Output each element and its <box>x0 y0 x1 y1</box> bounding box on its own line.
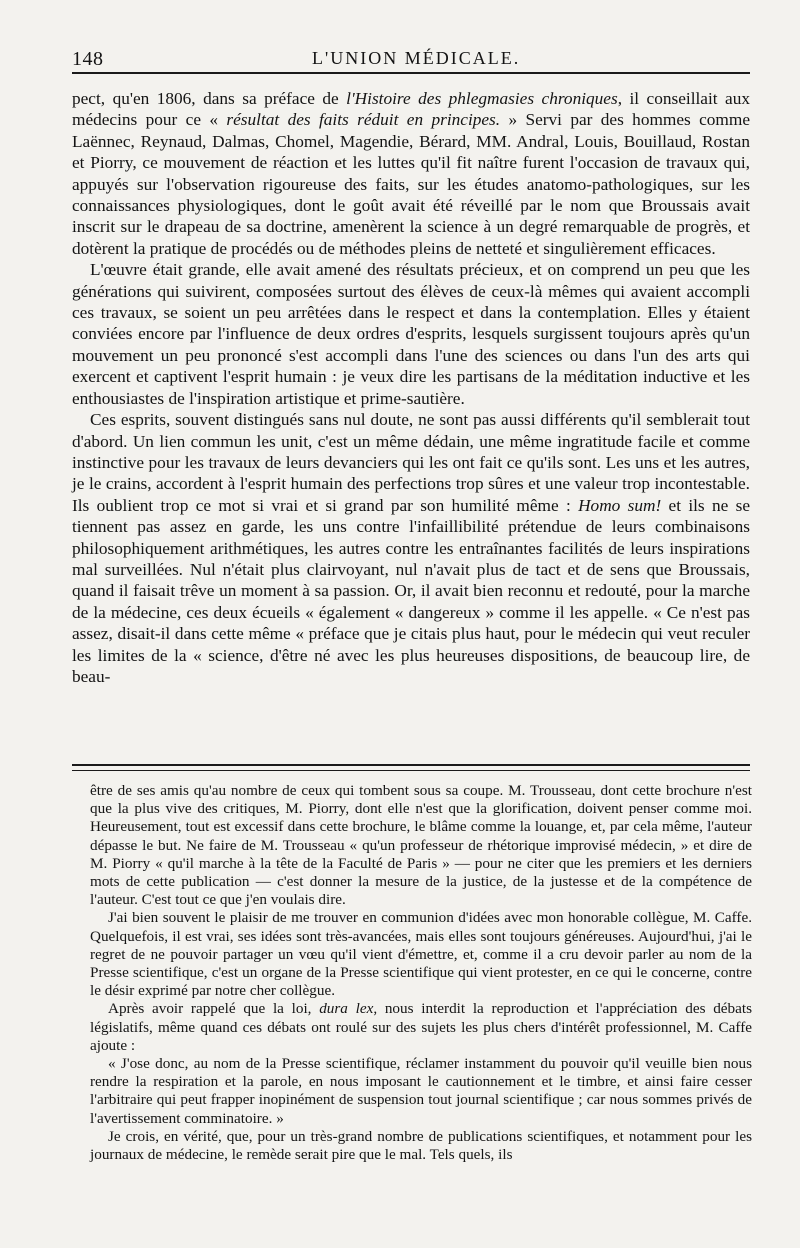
text-run: , nous interdit la reproduction et l'appréciation des débats législatifs, même quand ces débats ont roulé sur des sujets les plus chers d'intérêt professionnel, M. Caffe ajoute : <box>90 1000 752 1054</box>
running-head: L'UNION MÉDICALE. <box>312 48 521 68</box>
footnote-rule-thick <box>72 764 750 766</box>
text-run: pect, qu'en 1806, dans sa préface de <box>72 89 347 108</box>
footnote-rule-thin <box>72 770 750 771</box>
italic-latin: dura lex <box>319 1000 374 1018</box>
paragraph-1 <box>72 88 750 259</box>
note-quote: « J'ose donc, au nom de la Presse scientifique, réclamer instamment du pouvoir qu'il veuille bien nous rendre la respiration et la parole, en nous imposant le cautionnement et le timbre, et ainsi faire cesser l'arbitraire qui peut frapper inopinément de suspension tout journal scientifique ; car nous sommes privés de l'avertissement comminatoire. » <box>90 1055 752 1127</box>
note-paragraph-5: Je crois, en vérité, que, pour un très-grand nombre de publications scientifiques, et notamment pour les journaux de médecine, le remède serait pire que le mal. Tels quels, ils <box>90 1127 752 1164</box>
italic-latin: Homo sum! <box>578 495 662 515</box>
text-run: Après avoir rappelé que la loi, <box>108 1000 320 1018</box>
paragraph-2: L'œuvre était grande, elle avait amené des résultats précieux, et on comprend un peu que les générations qui suivirent, composées surtout des élèves de ceux-là mêmes qui avaient accompli ces travaux, se soient un peu arrêtées dans le respect et dans la contemplation. Elles y étaient conviées encore par l'influence de deux ordres d'esprits, lesquels surgissent toujours après qu'un mouvement un peu prononcé s'est accompli dans l'une des sciences ou dans l'un des arts qui exercent et captivent l'esprit humain : je veux dire les partisans de la méditation inductive et les enthousiastes de l'inspiration artistique et prime-sautière. <box>72 260 750 408</box>
main-text <box>72 88 750 687</box>
footnote-block <box>90 782 752 1164</box>
note-paragraph-3 <box>90 1000 752 1055</box>
text-run: » Servi par des hommes comme Laënnec, Reynaud, Dalmas, Chomel, Magendie, Bérard, MM. Andral, Louis, Bouillaud, Rostan et Piorry, ce mouvement de réaction et les luttes qu'il fit naître furent l'occasion de travaux qui, appuyés sur l'observation rigoureuse des faits, sur les études anatomo-pathologiques, sur les connaissances physiologiques, dont le goût avait été réveillé par le nom que Broussais avait inscrit sur le drapeau de sa doctrine, amenèrent la science à un degré remarquable de progrès, et dotèrent la pratique de procédés ou de méthodes pleins de netteté et singulièrement efficaces. <box>72 110 750 258</box>
text-run: et ils ne se tiennent pas assez en garde, les uns contre l'infaillibilité prétendue de leurs combinaisons philosophiquement arithmétiques, les autres contre les entraînantes facilités de leurs inspirations mal surveillées. Nul n'était plus clairvoyant, nul n'avait plus de tact et de sens que Broussais, quand il faisait trêve un moment à sa passion. Or, il avait bien reconnu et redouté, pour la marche de la médecine, ces deux écueils « également « dangereux » comme il les appelle. « Ce n'est pas assez, disait-il dans cette même « préface que je citais plus haut, pour le médecin qui veut reculer les limites de la « science, d'être né avec les plus heureuses dispositions, de beaucoup lire, de beau- <box>72 495 750 686</box>
note-paragraph-2: J'ai bien souvent le plaisir de me trouver en communion d'idées avec mon honorable collègue, M. Caffe. Quelquefois, il est vrai, ses idées sont très-avancées, mais elles sont toujours généreuses. Aujourd'hui, j'ai le regret de ne pouvoir partager un vœu qu'il vient d'émettre, et, comme il a cru devoir parler au nom de la Presse scientifique, c'est un organe de la Presse scientifique qui vient protester, en ce qui le concerne, contre le désir exprimé par notre cher collègue. <box>90 909 752 1000</box>
italic-quote: résultat des faits réduit en principes. <box>226 110 501 130</box>
text-run: , il conseillait aux médecins pour ce « <box>72 89 750 130</box>
page-number: 148 <box>72 48 104 70</box>
italic-title: l'Histoire des phlegmasies chroniques <box>346 89 618 108</box>
note-paragraph-1: être de ses amis qu'au nombre de ceux qui tombent sous sa coupe. M. Trousseau, dont cette brochure n'est que la plus vive des critiques, M. Piorry, dont elle n'est que la glorification, doivent penser comme moi. Heureusement, tout est excessif dans cette brochure, le blâme comme la louange, et, par cela même, l'auteur dépasse le but. Ne faire de M. Trousseau « qu'un professeur de rhétorique improvisé médecin, » et dire de M. Piorry « qu'il marche à la tête de la Faculté de Paris » — pour ne citer que les premiers et les derniers mots de cette publication — c'est donner la mesure de la justice, de la justesse et de la compétence de l'auteur. C'est tout ce que j'en voulais dire. <box>90 782 752 909</box>
paragraph-3 <box>72 409 750 687</box>
text-run: Ces esprits, souvent distingués sans nul doute, ne sont pas aussi différents qu'il semblerait tout d'abord. Un lien commun les unit, c'est un même dédain, une même ingratitude facile et comme instinctive pour les travaux de leurs devanciers qui les ont fait ce qu'ils sont. Les uns et les autres, je le crains, accordent à l'esprit humain des perfections trop sûres et une valeur trop incontestable. Ils oublient trop ce mot si vrai et si grand par son humilité même : <box>72 410 750 515</box>
header-rule <box>72 72 750 74</box>
page-header <box>72 44 752 74</box>
